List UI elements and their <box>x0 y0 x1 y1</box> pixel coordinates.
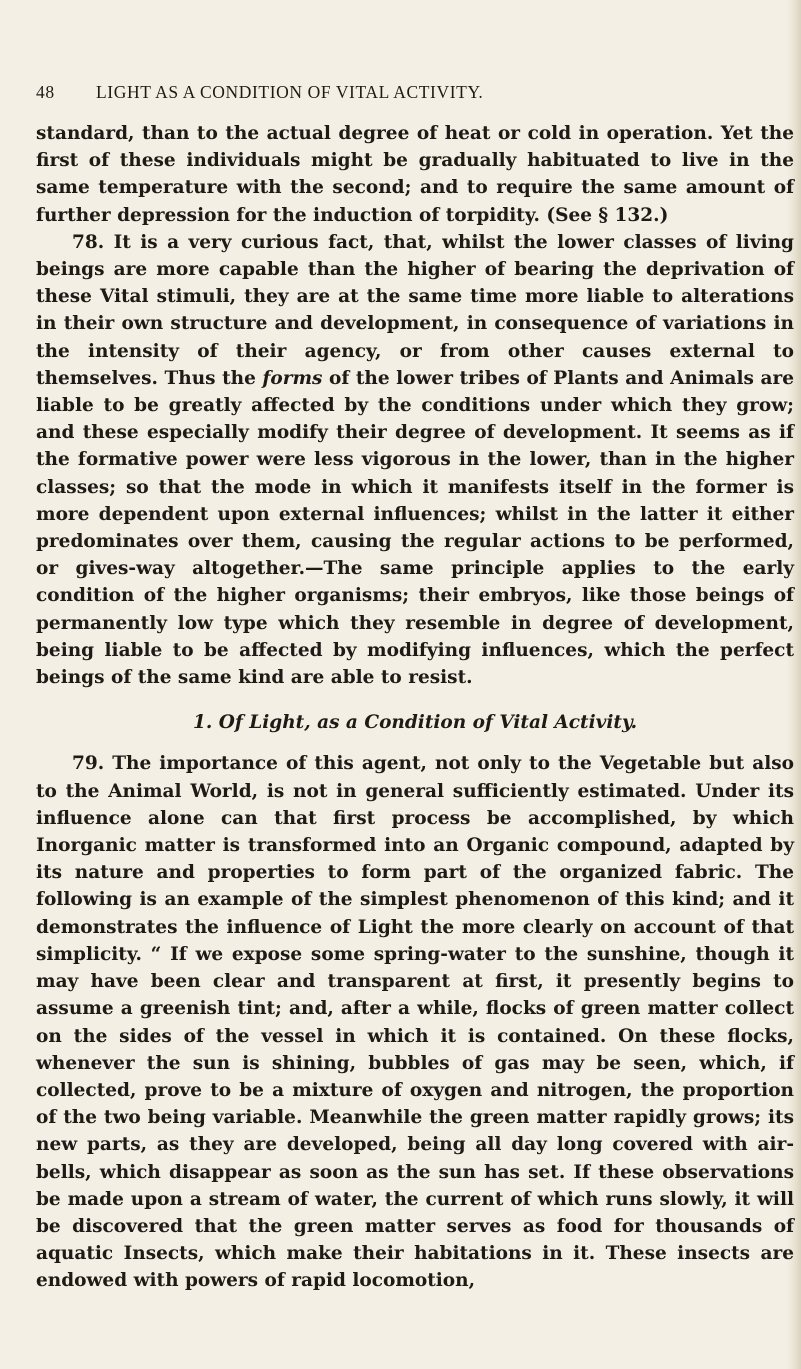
running-head: LIGHT AS A CONDITION OF VITAL ACTIVITY. <box>96 82 484 102</box>
body-text <box>36 120 794 1295</box>
paragraph-79: 79. The importance of this agent, not only to the Vegetable but also to the Animal World, is not in general sufficiently estimated. Under its influence alone can that first process be accomplished, by which Inorganic matter is transformed into an Organic compound, adapted by its nature and properties to form part of the organized fabric. The following is an example of the simplest phenomenon of this kind; and it demonstrates the influence of Light the more clearly on account of that simplicity. “ If we expose some spring-water to the sunshine, though it may have been clear and transparent at first, it presently begins to assume a greenish tint; and, after a while, flocks of green matter collect on the sides of the vessel in which it is contained. On these flocks, whenever the sun is shining, bubbles of gas may be seen, which, if collected, prove to be a mixture of oxygen and nitrogen, the proportion of the two being variable. Meanwhile the green matter rapidly grows; its new parts, as they are developed, being all day long covered with air-bells, which disappear as soon as the sun has set. If these observations be made upon a stream of water, the current of which runs slowly, it will be discovered that the green matter serves as food for thousands of aquatic Insects, which make their habitations in it. These insects are endowed with powers of rapid locomotion, <box>36 753 794 1292</box>
page-number: 48 <box>36 82 55 102</box>
emphasis-forms: forms <box>262 367 323 389</box>
page-header <box>36 82 796 106</box>
paragraph-78 <box>36 229 794 691</box>
section-heading: 1. Of Light, as a Condition of Vital Activity. <box>192 712 638 734</box>
paragraph-continuation: standard, than to the actual degree of heat or cold in operation. Yet the first of these individuals might be gradually habituated to live in the same temperature with the second; and to require the same amount of further depression for the induction of torpidity. (See § 132.) <box>36 123 794 226</box>
paragraph-78-part-b: of the lower tribes of Plants and Animals are liable to be greatly affected by the conditions under which they grow; and these especially modify their degree of development. It seems as if the formative power were less vigorous in the lower, than in the higher classes; so that the mode in which it manifests itself in the former is more dependent upon external influences; whilst in the latter it either predominates over them, causing the regular actions to be performed, or gives-way altogether.—The same principle applies to the early condition of the higher organisms; their embryos, like those beings of permanently low type which they resemble in degree of development, being liable to be affected by modifying influences, which the perfect beings of the same kind are able to resist. <box>36 367 794 689</box>
paragraph-78-part-a: 78. It is a very curious fact, that, whilst the lower classes of living beings are more capable than the higher of bearing the deprivation of these Vital stimuli, they are at the same time more liable to alterations in their own structure and development, in consequence of variations in the intensity of their agency, or from other causes external to themselves. Thus the <box>36 231 794 389</box>
